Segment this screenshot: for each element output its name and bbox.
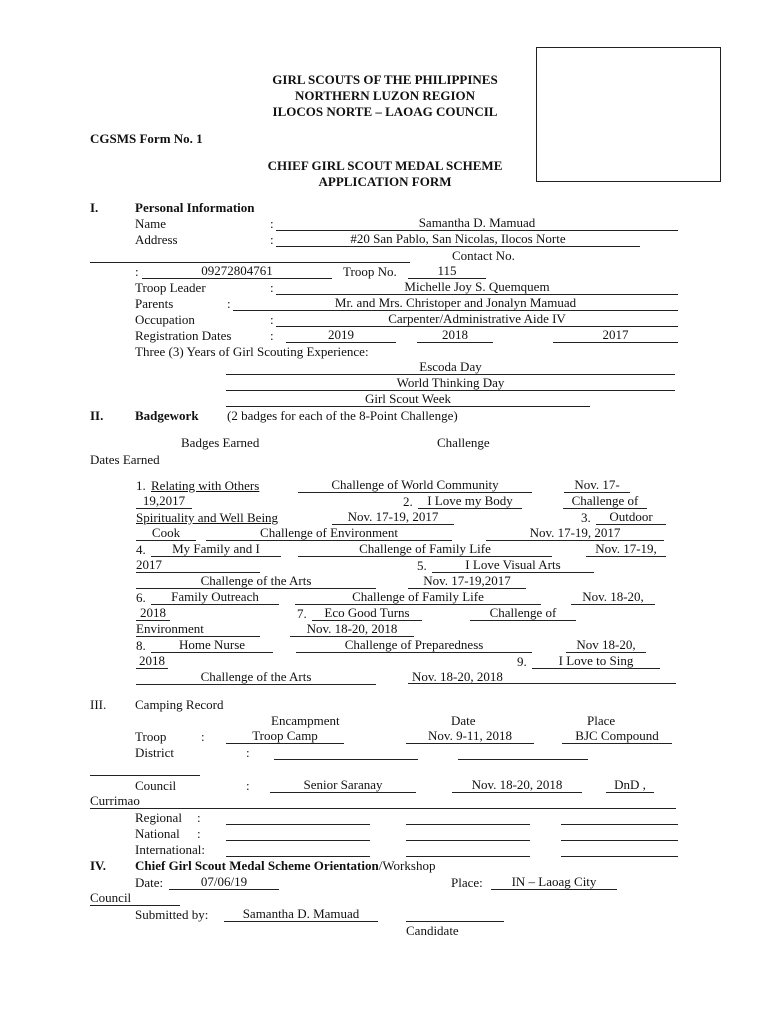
regional-encampment (226, 810, 370, 825)
parents-value: Mr. and Mrs. Christoper and Jonalyn Mamuad (233, 296, 678, 311)
badge-6-date-cont: 2018 (136, 606, 170, 621)
registration-date-2: 2018 (417, 328, 493, 343)
badge-7-name: Eco Good Turns (312, 606, 422, 621)
badge-4-date-cont: 2017 (136, 558, 260, 573)
badge-4-number: 4. (136, 542, 146, 557)
registration-date-1: 2019 (286, 328, 396, 343)
badge-9-date: Nov. 18-20, 2018 (408, 670, 676, 684)
colon: : (201, 729, 205, 744)
org-name: GIRL SCOUTS OF THE PHILIPPINES (272, 72, 498, 87)
troop-no-label: Troop No. (343, 264, 397, 279)
council-place: DnD , (606, 778, 654, 793)
address-line-2 (90, 248, 410, 263)
colon: : (135, 264, 139, 279)
troop-leader-label: Troop Leader (135, 280, 206, 295)
occupation-label: Occupation (135, 312, 195, 327)
badge-1-name: Relating with Others (151, 478, 260, 493)
candidate-label: Candidate (406, 923, 459, 938)
place-header: Place (587, 713, 616, 728)
section-4-number: IV. (90, 858, 107, 873)
council-place-cont: Currimao (90, 794, 676, 809)
badge-2-name: I Love my Body (418, 494, 522, 509)
troop-label: Troop (135, 729, 167, 744)
colon: : (197, 810, 201, 825)
orientation-place-cont: Council (90, 891, 180, 906)
badge-3-name: Outdoor (596, 510, 666, 525)
section-2-number: II. (90, 408, 104, 423)
colon: : (270, 312, 274, 327)
section-2-title: Badgework (135, 408, 199, 423)
badge-8-date-cont: 2018 (136, 654, 168, 669)
colon: : (197, 826, 201, 841)
challenge-header: Challenge (437, 435, 490, 450)
badge-5-number: 5. (417, 558, 427, 573)
badge-8-number: 8. (136, 638, 146, 653)
council-label: Council (135, 778, 177, 793)
submitted-by-label: Submitted by: (135, 907, 209, 922)
badge-6-name: Family Outreach (151, 590, 279, 605)
parents-label: Parents (135, 296, 174, 311)
district-encampment (274, 745, 418, 760)
badge-3-date: Nov. 17-19, 2017 (486, 526, 664, 541)
section-1-number: I. (90, 200, 99, 215)
badge-4-name: My Family and I (151, 542, 281, 557)
colon: : (270, 280, 274, 295)
form-subtitle: APPLICATION FORM (318, 174, 452, 189)
orientation-place-value: IN – Laoag City (491, 875, 617, 890)
badge-5-challenge: Challenge of the Arts (136, 574, 376, 589)
badge-5-name: I Love Visual Arts (432, 558, 594, 573)
occupation-value: Carpenter/Administrative Aide IV (276, 312, 678, 327)
orientation-date-label: Date: (135, 875, 164, 890)
experience-label: Three (3) Years of Girl Scouting Experience: (135, 344, 369, 359)
address-value: #20 San Pablo, San Nicolas, Ilocos Norte (276, 232, 640, 247)
regional-label: Regional (135, 810, 182, 825)
badge-2-challenge-cont: Spirituality and Well Being (136, 510, 279, 525)
experience-3: Girl Scout Week (226, 392, 590, 407)
badge-4-challenge: Challenge of Family Life (298, 542, 552, 557)
submitted-by-value: Samantha D. Mamuad (224, 907, 378, 922)
section-1-title: Personal Information (135, 200, 255, 215)
orientation-date-value: 07/06/19 (169, 875, 279, 890)
badge-1-challenge: Challenge of World Community (298, 478, 532, 493)
regional-place (561, 810, 678, 825)
badge-8-name: Home Nurse (151, 638, 273, 653)
signature-line (406, 907, 504, 922)
badge-6-challenge: Challenge of Family Life (295, 590, 541, 605)
date-header: Date (451, 713, 476, 728)
badge-9-name: I Love to Sing (532, 654, 660, 669)
section-4-title-rest: /Workshop (378, 858, 436, 873)
national-label: National (135, 826, 180, 841)
troop-encampment: Troop Camp (226, 729, 344, 744)
badge-7-date: Nov. 18-20, 2018 (290, 622, 414, 637)
badge-2-number: 2. (403, 494, 413, 509)
troop-leader-value: Michelle Joy S. Quemquem (276, 280, 678, 295)
colon: : (270, 216, 274, 231)
registration-dates-label: Registration Dates (135, 328, 232, 343)
section-4-title (135, 858, 435, 873)
address-label: Address (135, 232, 178, 247)
section-3-number: III. (90, 697, 107, 712)
international-label: International: (135, 842, 206, 857)
colon: : (227, 296, 231, 311)
badge-3-number: 3. (581, 510, 591, 525)
section-3-title: Camping Record (135, 697, 224, 712)
contact-label: Contact No. (452, 248, 515, 263)
regional-date (406, 810, 530, 825)
dates-earned-header: Dates Earned (90, 452, 160, 467)
contact-value: 09272804761 (142, 264, 332, 279)
troop-place: BJC Compound (562, 729, 672, 744)
badge-5-date: Nov. 17-19,2017 (408, 574, 526, 589)
section-4-title-bold: Chief Girl Scout Medal Scheme Orientation (135, 858, 379, 873)
badge-3-name-cont: Cook (136, 526, 196, 541)
orientation-place-label: Place: (451, 875, 483, 890)
badge-7-challenge-cont: Environment (136, 622, 260, 637)
district-place (90, 761, 200, 776)
name-value: Samantha D. Mamuad (276, 216, 678, 231)
experience-1: Escoda Day (226, 360, 675, 375)
badge-9-challenge: Challenge of the Arts (136, 670, 376, 685)
name-label: Name (135, 216, 167, 231)
form-number: CGSMS Form No. 1 (90, 131, 203, 146)
international-date (406, 842, 530, 857)
colon: : (246, 778, 250, 793)
badge-2-date: Nov. 17-19, 2017 (332, 510, 454, 525)
badges-earned-header: Badges Earned (181, 435, 260, 450)
badge-8-challenge: Challenge of Preparedness (296, 638, 532, 653)
national-place (561, 826, 678, 841)
international-encampment (226, 842, 370, 857)
district-label: District (135, 745, 174, 760)
badge-1-date-cont: 19,2017 (136, 494, 192, 509)
badge-3-challenge: Challenge of Environment (206, 526, 452, 541)
region-name: NORTHERN LUZON REGION (294, 88, 476, 103)
badge-1-date: Nov. 17- (564, 478, 630, 493)
badge-6-date: Nov. 18-20, (571, 590, 655, 605)
badge-1-number: 1. (136, 478, 146, 493)
district-date (458, 745, 588, 760)
colon: : (246, 745, 250, 760)
registration-date-3: 2017 (553, 328, 678, 343)
international-place (561, 842, 678, 857)
colon: : (270, 232, 274, 247)
council-encampment: Senior Saranay (270, 778, 416, 793)
council-name: ILOCOS NORTE – LAOAG COUNCIL (272, 104, 498, 119)
badge-2-challenge: Challenge of (563, 494, 647, 509)
troop-no-value: 115 (408, 264, 486, 279)
badge-6-number: 6. (136, 590, 146, 605)
badge-7-challenge: Challenge of (470, 606, 576, 621)
badge-7-number: 7. (297, 606, 307, 621)
badge-4-date: Nov. 17-19, (586, 542, 666, 557)
encampment-header: Encampment (271, 713, 340, 728)
council-date: Nov. 18-20, 2018 (452, 778, 582, 793)
troop-date: Nov. 9-11, 2018 (406, 729, 534, 744)
form-title: CHIEF GIRL SCOUT MEDAL SCHEME (267, 158, 503, 173)
badge-9-number: 9. (517, 654, 527, 669)
experience-2: World Thinking Day (226, 376, 675, 391)
national-date (406, 826, 530, 841)
section-2-subtitle: (2 badges for each of the 8-Point Challenge) (227, 408, 458, 423)
colon: : (270, 328, 274, 343)
badge-8-date: Nov 18-20, (566, 638, 646, 653)
national-encampment (226, 826, 370, 841)
